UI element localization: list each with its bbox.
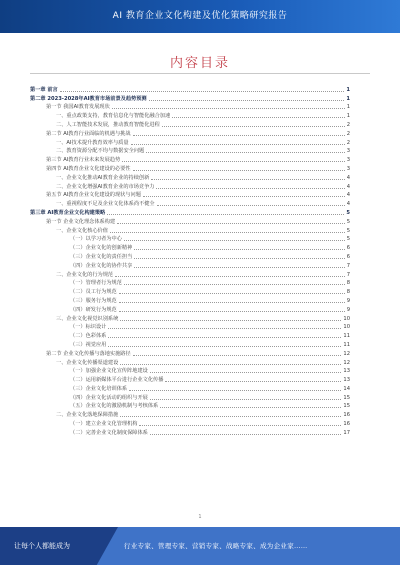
- toc-entry[interactable]: [30, 427, 350, 436]
- toc-entry-page: 16: [343, 412, 350, 419]
- toc-dot-leader: [143, 196, 345, 197]
- toc-entry-text: （一）以学习者为中心: [70, 236, 122, 243]
- toc-entry[interactable]: [30, 304, 350, 313]
- toc-entry-text: （二）运用新媒体平台进行企业文化传播: [70, 377, 164, 384]
- toc-entry-page: 5: [346, 227, 350, 234]
- toc-entry-page: 5: [346, 236, 350, 243]
- toc-entry-page: 10: [343, 324, 350, 331]
- toc-entry[interactable]: [30, 409, 350, 418]
- toc-entry-text: （四）研发行为规范: [70, 306, 117, 313]
- toc-entry-text: （三）视觉应用: [70, 341, 107, 348]
- toc-entry-text: （二）完善企业文化制度保障体系: [70, 429, 148, 436]
- toc-dot-leader: [133, 355, 342, 356]
- toc-dot-leader: [150, 372, 342, 373]
- toc-dot-leader: [108, 337, 341, 338]
- toc-entry[interactable]: [30, 93, 350, 102]
- toc-entry[interactable]: [30, 313, 350, 322]
- toc-entry-text: 一、企业文化推动AI教育企业的持续创新: [56, 174, 150, 181]
- toc-dot-leader: [150, 434, 342, 435]
- toc-entry-page: 9: [346, 297, 350, 304]
- toc-dot-leader: [160, 407, 341, 408]
- toc-dot-leader: [119, 293, 345, 294]
- toc-entry[interactable]: [30, 163, 350, 172]
- toc-entry[interactable]: [30, 295, 350, 304]
- toc-entry-text: 二、人工智能技术发展，推动教育智能化进程: [56, 121, 160, 128]
- toc-entry-page: 1: [346, 86, 350, 93]
- toc-entry-text: （一）标识设计: [70, 324, 107, 331]
- toc-dot-leader: [172, 117, 345, 118]
- toc-divider: [30, 73, 370, 74]
- toc-dot-leader: [110, 232, 345, 233]
- toc-entry[interactable]: [30, 102, 350, 111]
- toc-entry-page: 16: [343, 421, 350, 428]
- toc-entry-text: （四）企业文化活动的组织与开展: [70, 394, 148, 401]
- footer-slogan: 让每个人都能成为: [14, 542, 70, 550]
- toc-entry-page: 6: [346, 245, 350, 252]
- toc-entry-page: 13: [343, 377, 350, 384]
- toc-entry-text: 第一节 企业文化理念体系构建: [46, 218, 116, 225]
- toc-entry-text: （二）企业文化的创新精神: [70, 245, 133, 252]
- toc-entry[interactable]: [30, 216, 350, 225]
- toc-entry-page: 12: [343, 350, 350, 357]
- toc-entry-page: 1: [346, 95, 350, 102]
- toc-dot-leader: [139, 425, 341, 426]
- toc-entry-page: 10: [343, 315, 350, 322]
- toc-entry-page: 13: [343, 368, 350, 375]
- toc-entry-page: 6: [346, 253, 350, 260]
- toc-entry[interactable]: [30, 225, 350, 234]
- toc-entry[interactable]: [30, 146, 350, 155]
- toc-entry[interactable]: [30, 119, 350, 128]
- footer-audience: 行业专家、管理专家、营销专家、战略专家、成为企业家……: [124, 542, 308, 550]
- toc-entry-text: （二）色彩体系: [70, 333, 107, 340]
- toc-entry-text: （四）企业文化的协作共享: [70, 262, 133, 269]
- toc-entry-page: 5: [346, 209, 350, 216]
- toc-entry[interactable]: [30, 181, 350, 190]
- toc-entry-page: 8: [346, 280, 350, 287]
- toc-entry[interactable]: [30, 330, 350, 339]
- toc-dot-leader: [146, 152, 344, 153]
- toc-entry-text: （三）服务行为规范: [70, 297, 117, 304]
- toc-entry-page: 4: [346, 174, 350, 181]
- toc-entry[interactable]: [30, 260, 350, 269]
- toc-dot-leader: [112, 108, 345, 109]
- toc-entry[interactable]: [30, 383, 350, 392]
- toc-entry[interactable]: [30, 418, 350, 427]
- toc-entry-text: 第一节 我国AI教育发展现状: [46, 104, 110, 111]
- toc-entry[interactable]: [30, 110, 350, 119]
- toc-entry[interactable]: [30, 339, 350, 348]
- toc-entry-text: 第五节 AI教育企业文化建设的现状与问题: [46, 192, 141, 199]
- toc-dot-leader: [119, 311, 345, 312]
- toc-entry-text: （三）企业文化培训体系: [70, 385, 128, 392]
- toc-entry-text: 二、企业文化的行为规范: [56, 271, 114, 278]
- toc-dot-leader: [120, 320, 341, 321]
- toc-entry-text: （五）企业文化的激励机制与考核体系: [70, 403, 159, 410]
- toc-dot-leader: [131, 144, 345, 145]
- toc-dot-leader: [122, 161, 345, 162]
- toc-entry[interactable]: [30, 234, 350, 243]
- toc-entry-page: 17: [343, 429, 350, 436]
- report-header-banner: [0, 0, 400, 33]
- toc-entry-page: 7: [346, 271, 350, 278]
- toc-entry[interactable]: [30, 366, 350, 375]
- toc-entry-text: 二、教育资源分配不均与数据安全问题: [56, 148, 145, 155]
- toc-dot-leader: [107, 214, 344, 215]
- toc-entry-page: 1: [346, 104, 350, 111]
- toc-entry-page: 2: [346, 121, 350, 128]
- toc-entry-text: （二）员工行为规范: [70, 289, 117, 296]
- toc-dot-leader: [162, 126, 345, 127]
- toc-entry-page: 8: [346, 289, 350, 296]
- toc-entry-page: 15: [343, 394, 350, 401]
- toc-entry[interactable]: [30, 286, 350, 295]
- toc-dot-leader: [134, 249, 344, 250]
- toc-dot-leader: [60, 91, 345, 92]
- toc-entry-page: 9: [346, 306, 350, 313]
- toc-entry-page: 1: [346, 113, 350, 120]
- toc-entry[interactable]: [30, 401, 350, 410]
- toc-entry-page: 2: [346, 130, 350, 137]
- toc-entry-page: 3: [346, 157, 350, 164]
- toc-entry-text: 第一章 前言: [30, 86, 58, 93]
- toc-dot-leader: [120, 364, 341, 365]
- toc-dot-leader: [133, 170, 345, 171]
- toc-entry[interactable]: [30, 137, 350, 146]
- report-title: AI 教育企业文化构建及优化策略研究报告: [112, 11, 288, 21]
- toc-entry-page: 3: [346, 165, 350, 172]
- toc-entry[interactable]: [30, 207, 350, 216]
- toc-entry-text: 第二节 AI教育行业面临的机遇与挑战: [46, 130, 131, 137]
- toc-entry-page: 3: [346, 148, 350, 155]
- footer-banner: [0, 527, 400, 565]
- toc-dot-leader: [108, 346, 341, 347]
- toc-entry-page: 5: [346, 218, 350, 225]
- toc-entry[interactable]: [30, 278, 350, 287]
- toc-entry-text: （一）加强企业文化宣传阵地建设: [70, 368, 148, 375]
- toc-dot-leader: [165, 381, 341, 382]
- toc-entry-page: 12: [343, 359, 350, 366]
- toc-entry[interactable]: [30, 269, 350, 278]
- toc-entry-text: 一、重点政策支持，教育信息化与智能化融合加速: [56, 113, 171, 120]
- toc-entry-page: 7: [346, 262, 350, 269]
- toc-entry-page: 2: [346, 139, 350, 146]
- toc-entry-page: 14: [343, 385, 350, 392]
- toc-entry-page: 15: [343, 403, 350, 410]
- toc-entry[interactable]: [30, 154, 350, 163]
- toc-entry-text: 三、企业文化视觉识别系统: [56, 315, 119, 322]
- toc-entry[interactable]: [30, 348, 350, 357]
- toc-entry[interactable]: [30, 128, 350, 137]
- toc-entry-text: （一）建立企业文化管理机构: [70, 421, 138, 428]
- toc-entry[interactable]: [30, 322, 350, 331]
- toc-dot-leader: [157, 205, 345, 206]
- toc-entry-text: （一）管理者行为规范: [70, 280, 122, 287]
- toc-entry[interactable]: [30, 251, 350, 260]
- toc-entry[interactable]: [30, 172, 350, 181]
- toc-dot-leader: [124, 240, 345, 241]
- toc-entry[interactable]: [30, 392, 350, 401]
- toc-entry[interactable]: [30, 357, 350, 366]
- toc-entry[interactable]: [30, 190, 350, 199]
- toc-entry-text: 第三节 AI教育行业未来发展趋势: [46, 157, 121, 164]
- toc-entry[interactable]: [30, 242, 350, 251]
- toc-dot-leader: [134, 267, 344, 268]
- toc-entry-text: 一、企业文化核心价值: [56, 227, 108, 234]
- toc-entry-text: 一、企业文化传播渠道建设: [56, 359, 119, 366]
- toc-entry-text: 第二节 企业文化传播与落地实施路径: [46, 350, 131, 357]
- toc-dot-leader: [149, 100, 345, 101]
- toc-dot-leader: [124, 284, 345, 285]
- toc-entry-text: 第四节 AI教育企业文化建设的必要性: [46, 165, 131, 172]
- toc-heading: 内容目录: [169, 56, 230, 71]
- toc-dot-leader: [133, 135, 345, 136]
- toc-dot-leader: [119, 302, 345, 303]
- toc-entry-text: 二、企业文化增强AI教育企业的市场竞争力: [56, 183, 155, 190]
- toc-entry-page: 4: [346, 201, 350, 208]
- toc-dot-leader: [150, 399, 342, 400]
- toc-dot-leader: [151, 179, 344, 180]
- toc-entry-page: 11: [343, 333, 350, 340]
- table-of-contents: [30, 84, 350, 436]
- toc-entry-text: （三）企业文化的责任担当: [70, 253, 133, 260]
- page-number: 1: [198, 514, 202, 520]
- toc-dot-leader: [134, 258, 344, 259]
- toc-dot-leader: [115, 276, 345, 277]
- toc-entry-text: 一、重视程度不足及企业文化体系尚不健全: [56, 201, 155, 208]
- toc-entry-page: 4: [346, 183, 350, 190]
- toc-dot-leader: [108, 328, 341, 329]
- toc-entry[interactable]: [30, 84, 350, 93]
- toc-entry-text: 二、企业文化落地保障措施: [56, 412, 119, 419]
- toc-entry-text: 第三章 AI教育企业文化构建策略: [30, 209, 106, 216]
- toc-entry-page: 4: [346, 192, 350, 199]
- toc-dot-leader: [129, 390, 341, 391]
- toc-entry[interactable]: [30, 374, 350, 383]
- toc-dot-leader: [156, 188, 344, 189]
- toc-entry-text: 第二章 2023-2028年AI教育市场前景及趋势预测: [30, 95, 147, 102]
- toc-entry-text: 一、AI技术提升教育效率与质量: [56, 139, 129, 146]
- toc-entry[interactable]: [30, 198, 350, 207]
- toc-dot-leader: [117, 223, 345, 224]
- toc-entry-page: 11: [343, 341, 350, 348]
- toc-dot-leader: [120, 416, 341, 417]
